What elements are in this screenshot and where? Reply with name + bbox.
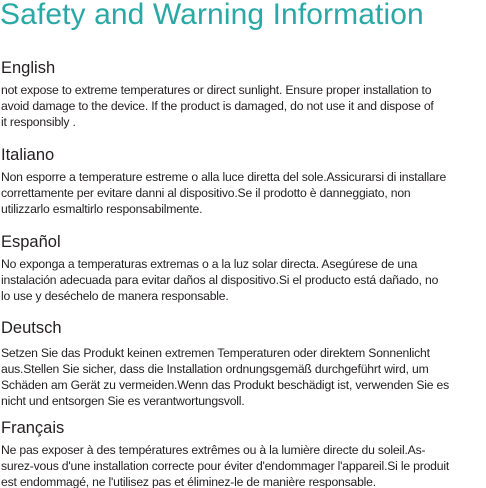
section-heading-deutsch: Deutsch (1, 319, 62, 337)
section-text-english (1, 82, 485, 130)
section-heading-english: English (1, 59, 56, 77)
section-heading-espanol: Español (1, 233, 61, 251)
text-line: correttamente per evitare danni al dispositivo.Se il prodotto è danneggiato, non (1, 186, 411, 200)
section-heading-italiano: Italiano (1, 146, 55, 164)
text-line: Schäden am Gerät zu vermeiden.Wenn das Produkt beschädigt ist, verwenden Sie es (1, 378, 450, 392)
text-line: No exponga a temperaturas extremas o a la luz solar directa. Asegúrese de una (1, 257, 418, 271)
text-line: surez-vous d'une installation correcte pour éviter d'endommager l'appareil.Si le produit (1, 459, 450, 473)
text-line: nicht und entsorgen Sie es verantwortungsvoll. (1, 394, 245, 408)
text-line: aus.Stellen Sie sicher, dass die Installation ordnungsgemäß durchgeführt wird, um (1, 362, 429, 376)
section-text-deutsch (1, 345, 485, 409)
text-line: Ne pas exposer à des températures extrêmes ou à la lumière directe du soleil.As- (1, 443, 426, 457)
text-line: lo use y deséchelo de manera responsable. (1, 289, 229, 303)
text-line: Setzen Sie das Produkt keinen extremen Temperaturen oder direktem Sonnenlicht (1, 346, 430, 360)
text-line: est endommagé, ne l'utilisez pas et éliminez-le de manière responsable. (1, 475, 376, 488)
section-heading-francais: Français (1, 419, 65, 437)
section-text-italiano (1, 169, 485, 217)
text-line: utilizzarlo esmaltirlo responsabilmente. (1, 202, 203, 216)
section-text-espanol (1, 256, 485, 304)
text-line: not expose to extreme temperatures or direct sunlight. Ensure proper installation to (1, 83, 432, 97)
text-line: Non esporre a temperature estreme o alla luce diretta del sole.Assicurarsi di installare (1, 170, 447, 184)
page-title: Safety and Warning Information (0, 0, 424, 31)
text-line: it responsibly . (1, 115, 76, 129)
section-text-francais (1, 442, 485, 488)
text-line: avoid damage to the device. If the product is damaged, do not use it and dispose of (1, 99, 434, 113)
text-line: instalación adecuada para evitar daños al dispositivo.Si el producto está dañado, no (1, 273, 439, 287)
